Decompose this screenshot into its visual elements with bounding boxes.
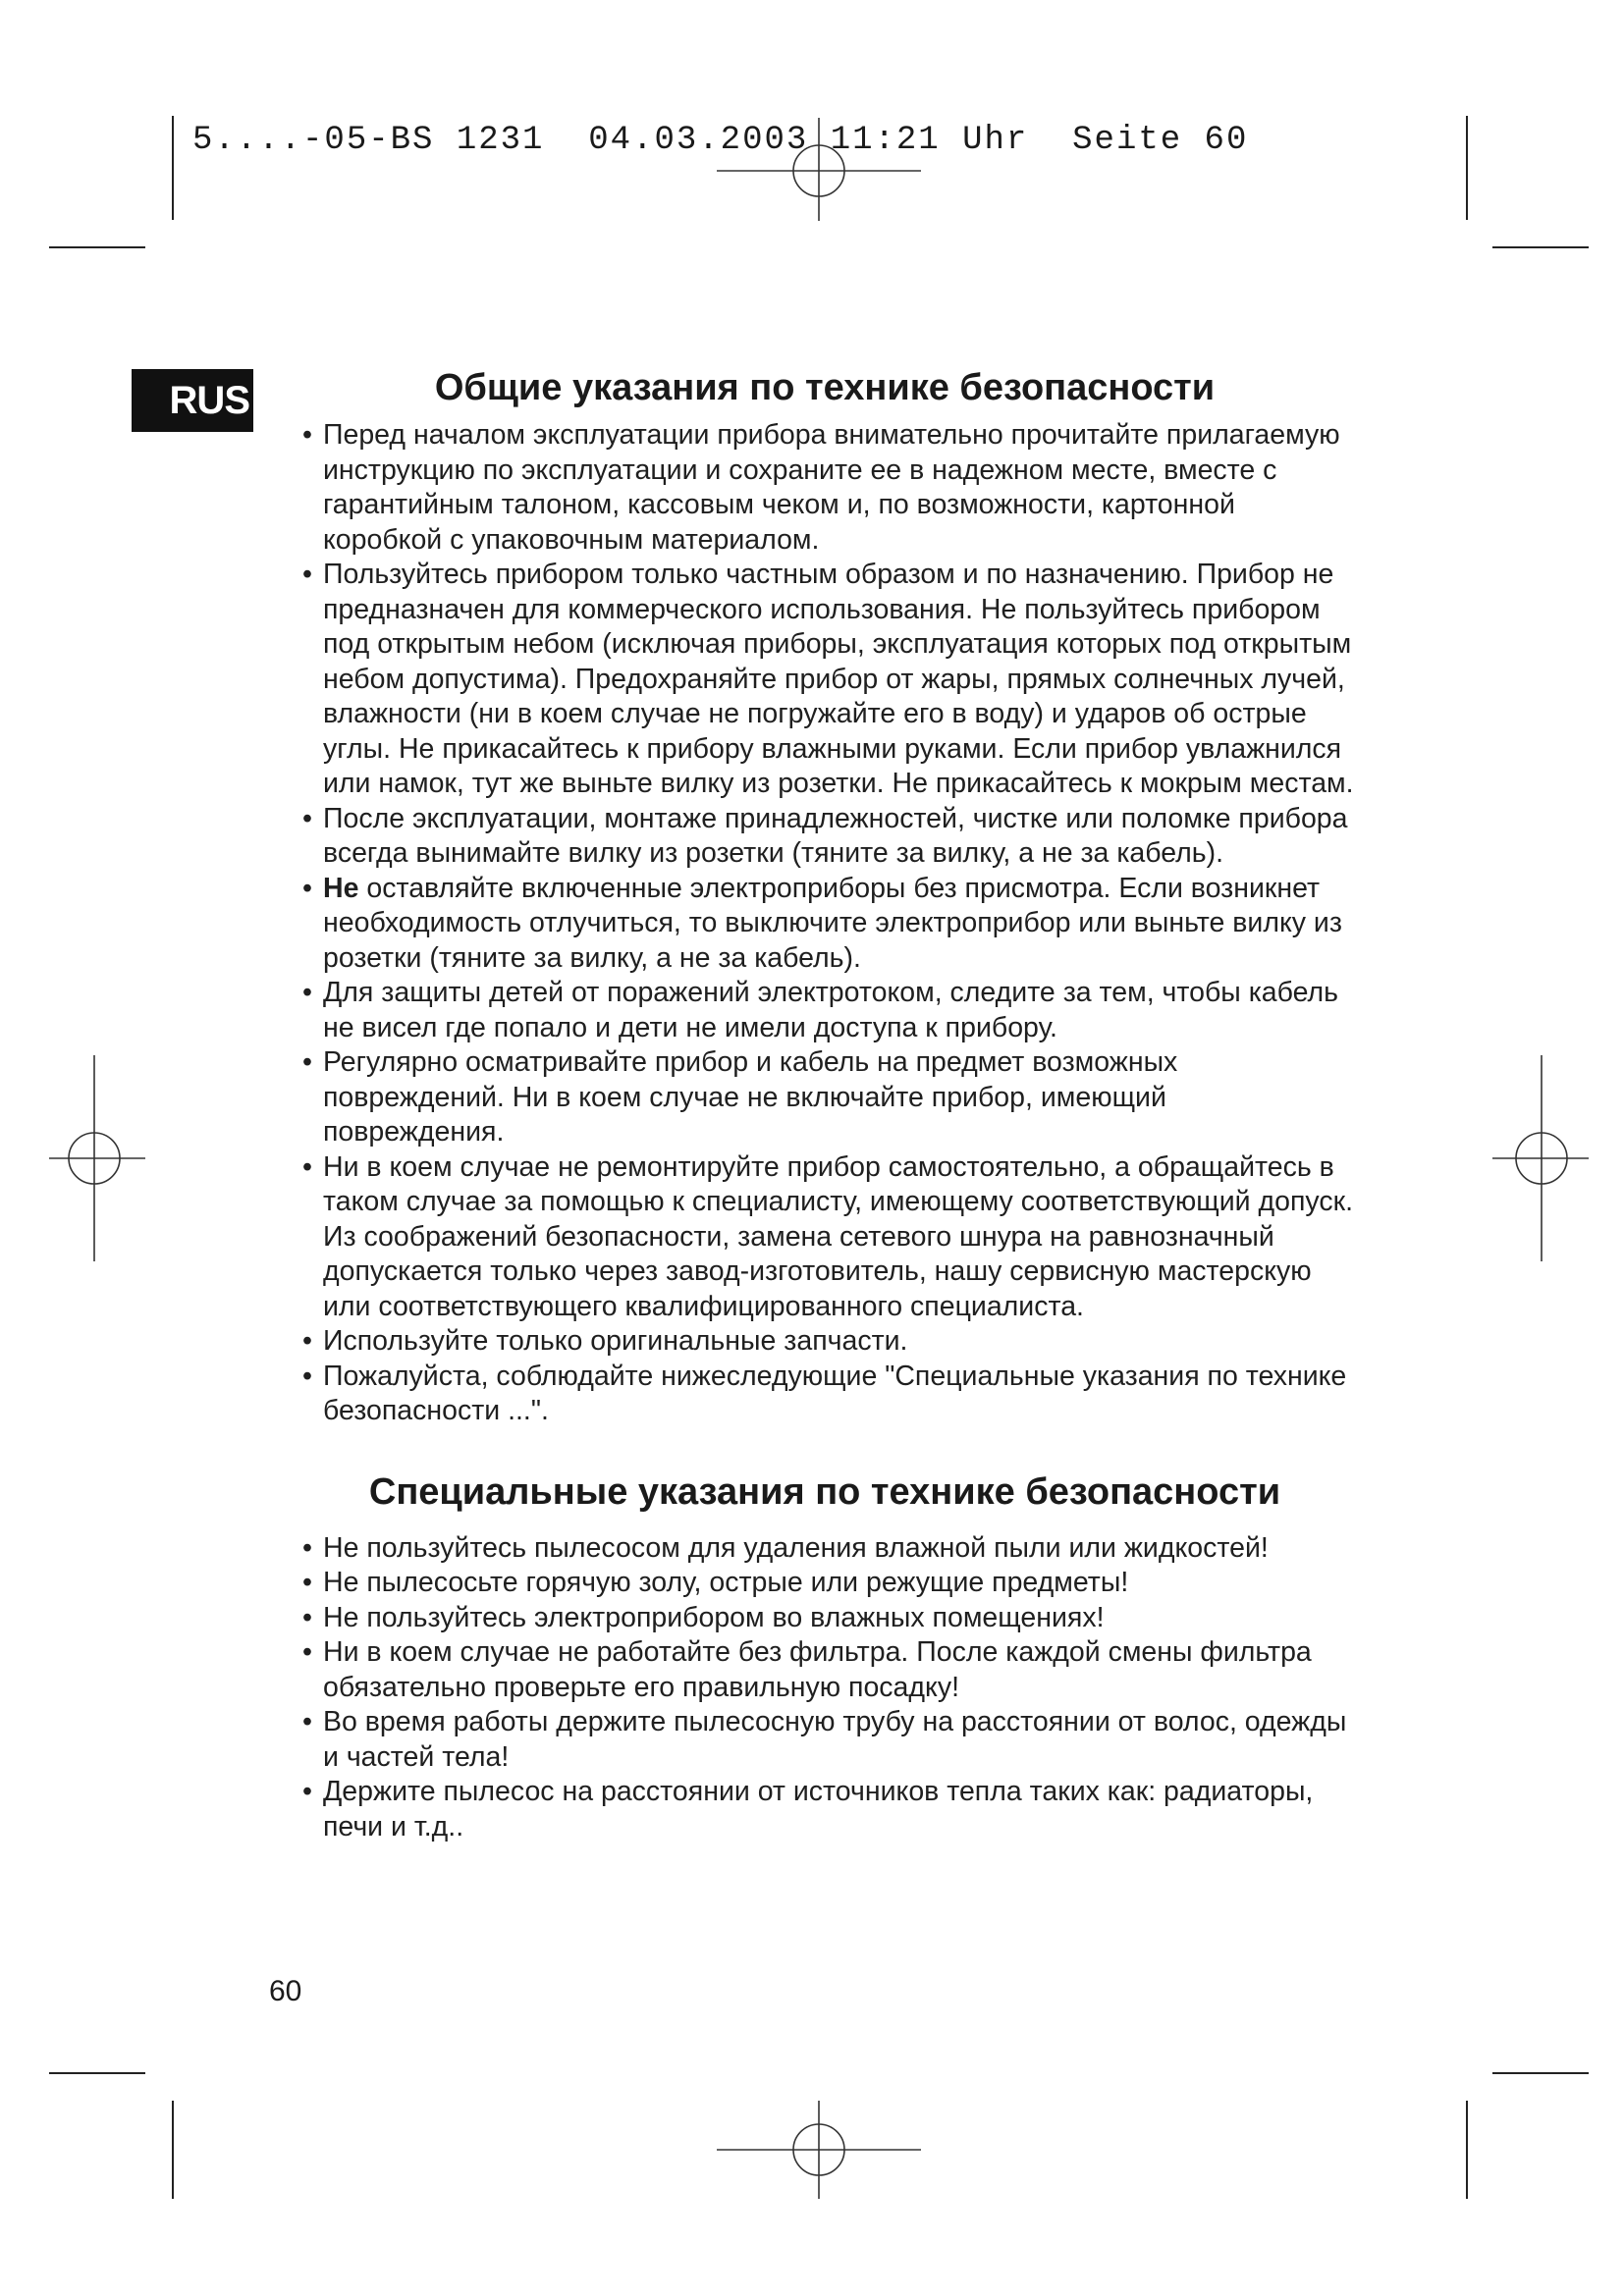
list-item: • Не пользуйтесь пылесосом для удаления влажной пыли или жидкостей!: [275, 1531, 1355, 1567]
emphasis-text: Не: [323, 872, 359, 904]
list-item: • Не пылесосьте горячую золу, острые или режущие предметы!: [275, 1566, 1355, 1601]
list-item: • Не пользуйтесь электроприбором во влажных помещениях!: [275, 1601, 1355, 1636]
list-item: • Ни в коем случае не работайте без фильтра. После каждой смены фильтра обязательно проверьте его правильную посадку!: [275, 1635, 1355, 1705]
general-safety-list: [275, 418, 1355, 1429]
list-item: • Ни в коем случае не ремонтируйте прибор самостоятельно, а обращайтесь в таком случае за помощью к специалисту, имеющему соответствующий допуск. Из соображений безопасности, замена сетевого шнура на равнозначный допускается только через завод-изготовитель, нашу сервисную мастерскую или соответствующего квалифицированного специалиста.: [275, 1150, 1355, 1325]
special-safety-title: Специальные указания по технике безопасности: [368, 1470, 1281, 1513]
language-tab: RUS: [132, 369, 253, 432]
list-item: • Держите пылесос на расстоянии от источников тепла таких как: радиаторы, печи и т.д..: [275, 1775, 1355, 1844]
registration-target-bottom: [717, 2101, 921, 2199]
list-item: • После эксплуатации, монтаже принадлежностей, чистке или поломке прибора всегда вынимайте вилку из розетки (тяните за вилку, а не за кабель).: [275, 802, 1355, 872]
list-item-unattended: [275, 872, 1355, 977]
print-slug: 5....-05-BS 1231 04.03.2003 11:21 Uhr Seite 60: [192, 122, 1249, 159]
list-item: • Пользуйтесь прибором только частным образом и по назначению. Прибор не предназначен для коммерческого использования. Не пользуйтесь прибором под открытым небом (исключая приборы, эксплуатация которых под открытым небом допустима). Предохраняйте прибор от жары, прямых солнечных лучей, влажности (ни в коем случае не погружайте его в воду) и ударов об острые углы. Не прикасайтесь к прибору влажными руками. Если прибор увлажнился или намок, тут же выньте вилку из розетки. Не прикасайтесь к мокрым местам.: [275, 558, 1355, 802]
list-item: • Регулярно осматривайте прибор и кабель на предмет возможных повреждений. Ни в коем случае не включайте прибор, имеющий повреждения.: [275, 1045, 1355, 1150]
registration-target-right: [1492, 1055, 1589, 1261]
list-item: • Во время работы держите пылесосную трубу на расстоянии от волос, одежды и частей тела!: [275, 1705, 1355, 1775]
special-safety-list: [275, 1531, 1355, 1845]
list-item: • Перед началом эксплуатации прибора внимательно прочитайте прилагаемую инструкцию по эксплуатации и сохраните ее в надежном месте, вместе с гарантийным талоном, кассовым чеком и, по возможности, картонной коробкой с упаковочным материалом.: [275, 418, 1355, 558]
list-item: • Для защиты детей от поражений электротоком, следите за тем, чтобы кабель не висел где попало и дети не имели доступа к прибору.: [275, 976, 1355, 1045]
page-content: [275, 358, 1355, 1844]
general-safety-title: Общие указания по технике безопасности: [434, 367, 1216, 408]
list-item-text: оставляйте включенные электроприборы без присмотра. Если возникнет необходимость отлучиться, то выключите электроприбор или выньте вилку из розетки (тяните за вилку, а не за кабель).: [323, 872, 1342, 974]
list-item: • Пожалуйста, соблюдайте нижеследующие "Специальные указания по технике безопасности ...".: [275, 1360, 1355, 1429]
page-number: 60: [269, 1975, 302, 2007]
list-item: • Используйте только оригинальные запчасти.: [275, 1324, 1355, 1360]
registration-target-left: [49, 1055, 145, 1261]
